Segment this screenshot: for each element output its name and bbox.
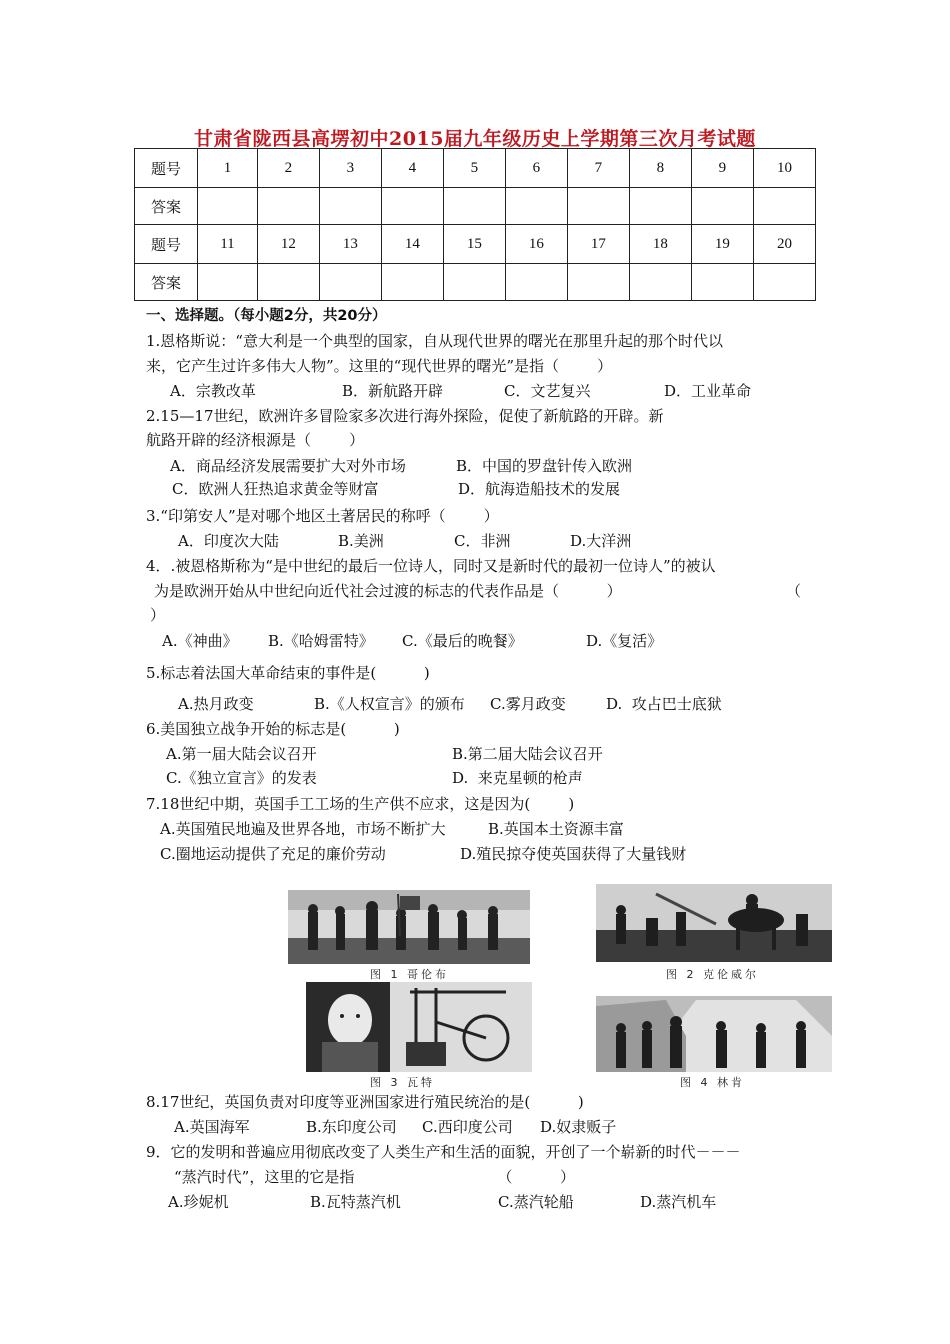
question-1-text: 来，它产生过许多伟大人物”。这里的“现代世界的曙光”是指（ ） <box>146 357 613 375</box>
question-9-option-c: C.蒸汽轮船 <box>498 1193 574 1211</box>
question-9-text: “蒸汽时代”，这里的它是指 （ ） <box>174 1168 576 1186</box>
answer-cell[interactable] <box>629 264 691 301</box>
answer-table-number: 10 <box>753 149 815 188</box>
question-1-option-c: C．文艺复兴 <box>504 382 591 400</box>
answer-cell[interactable] <box>691 188 753 225</box>
question-3-option-c: C．非洲 <box>454 532 511 550</box>
question-5-option-a: A.热月政变 <box>178 695 254 713</box>
answer-table-number: 13 <box>319 225 381 264</box>
question-4-paren-open: （ <box>786 582 802 600</box>
question-3-option-d: D.大洋洲 <box>570 532 632 550</box>
answer-table-number: 6 <box>505 149 567 188</box>
answer-table-answer-label: 答案 <box>135 264 198 301</box>
question-9-option-d: D.蒸汽机车 <box>640 1193 717 1211</box>
question-5-option-c: C.雾月政变 <box>490 695 566 713</box>
answer-cell[interactable] <box>198 188 258 225</box>
question-6-option-c: C.《独立宣言》的发表 <box>166 769 317 787</box>
answer-cell[interactable] <box>198 264 258 301</box>
question-6-option-a: A.第一届大陆会议召开 <box>166 745 317 763</box>
question-3-text: 3.“印第安人”是对哪个地区土著居民的称呼（ ） <box>146 507 499 525</box>
answer-table-number: 14 <box>381 225 443 264</box>
answer-table-answer-label: 答案 <box>135 188 198 225</box>
answer-cell[interactable] <box>505 188 567 225</box>
question-2-text: 2.15—17世纪，欧洲许多冒险家多次进行海外探险，促使了新航路的开辟。新 <box>146 407 664 425</box>
question-5-option-d: D. 攻占巴士底狱 <box>606 695 722 713</box>
question-8-text: 8.17世纪，英国负责对印度等亚洲国家进行殖民统治的是( ) <box>146 1093 584 1111</box>
answer-cell[interactable] <box>257 264 319 301</box>
figure-4-image <box>596 996 832 1072</box>
answer-table-number: 9 <box>691 149 753 188</box>
answer-table-number-label: 题号 <box>135 149 198 188</box>
question-8-option-b: B.东印度公司 <box>306 1118 397 1136</box>
answer-cell[interactable] <box>381 188 443 225</box>
answer-table-number-label: 题号 <box>135 225 198 264</box>
answer-cell[interactable] <box>381 264 443 301</box>
question-4-option-c: C.《最后的晚餐》 <box>402 632 523 650</box>
question-2-text: 航路开辟的经济根源是（ ） <box>146 431 365 449</box>
answer-cell[interactable] <box>257 188 319 225</box>
answer-table-number: 15 <box>443 225 505 264</box>
question-4-option-d: D.《复活》 <box>586 632 663 650</box>
answer-table-number: 11 <box>198 225 258 264</box>
answer-cell[interactable] <box>505 264 567 301</box>
figure-3-image <box>306 982 532 1072</box>
question-8-option-a: A.英国海军 <box>174 1118 250 1136</box>
answer-table-number: 20 <box>753 225 815 264</box>
question-4-option-a: A.《神曲》 <box>162 632 238 650</box>
question-9-text: 9．它的发明和普遍应用彻底改变了人类生产和生活的面貌，开创了一个崭新的时代－－－ <box>146 1143 741 1161</box>
answer-cell[interactable] <box>319 188 381 225</box>
page-title: 甘肃省陇西县高塄初中2015届九年级历史上学期第三次月考试题 <box>194 128 756 150</box>
question-6-option-d: D. 来克星顿的枪声 <box>452 769 583 787</box>
figure-1-caption: 图 1 哥伦布 <box>370 968 449 981</box>
question-1-text: 1.恩格斯说：“意大利是一个典型的国家，自从现代世界的曙光在那里升起的那个时代以 <box>146 332 723 350</box>
question-1-option-d: D．工业革命 <box>664 382 752 400</box>
question-6-option-b: B.第二届大陆会议召开 <box>452 745 603 763</box>
answer-cell[interactable] <box>753 188 815 225</box>
question-4-paren-close: ） <box>150 606 166 624</box>
question-8-option-c: C.西印度公司 <box>422 1118 513 1136</box>
question-1-option-a: A．宗教改革 <box>170 382 256 400</box>
question-4-text: 4．.被恩格斯称为“是中世纪的最后一位诗人，同时又是新时代的最初一位诗人”的被认 <box>146 557 716 575</box>
figure-2-caption: 图 2 克伦威尔 <box>666 968 759 981</box>
question-2-option-b: B．中国的罗盘针传入欧洲 <box>456 457 633 475</box>
question-2-option-d: D．航海造船技术的发展 <box>458 480 621 498</box>
answer-cell[interactable] <box>629 188 691 225</box>
question-8-option-d: D.奴隶贩子 <box>540 1118 617 1136</box>
question-6-text: 6.美国独立战争开始的标志是( ) <box>146 720 400 738</box>
answer-cell[interactable] <box>691 264 753 301</box>
figure-3-caption: 图 3 瓦特 <box>370 1076 435 1089</box>
question-2-option-a: A．商品经济发展需要扩大对外市场 <box>170 457 406 475</box>
answer-table-number: 18 <box>629 225 691 264</box>
figure-2-image <box>596 884 832 962</box>
answer-cell[interactable] <box>753 264 815 301</box>
question-5-text: 5.标志着法国大革命结束的事件是( ) <box>146 664 430 682</box>
answer-table-number: 3 <box>319 149 381 188</box>
question-3-option-a: A．印度次大陆 <box>178 532 279 550</box>
question-5-option-b: B.《人权宣言》的颁布 <box>314 695 465 713</box>
question-7-option-c: C.圈地运动提供了充足的廉价劳动 <box>160 845 386 863</box>
question-9-option-a: A.珍妮机 <box>168 1193 229 1211</box>
figure-4-caption: 图 4 林肯 <box>680 1076 745 1089</box>
figure-1-image <box>288 890 530 964</box>
answer-table-number: 16 <box>505 225 567 264</box>
answer-table-number: 2 <box>257 149 319 188</box>
question-2-option-c: C．欧洲人狂热追求黄金等财富 <box>172 480 379 498</box>
answer-cell[interactable] <box>319 264 381 301</box>
question-4-option-b: B.《哈姆雷特》 <box>268 632 374 650</box>
question-9-option-b: B.瓦特蒸汽机 <box>310 1193 401 1211</box>
answer-cell[interactable] <box>567 264 629 301</box>
section-heading: 一、选择题。（每小题2分，共20分） <box>146 308 387 324</box>
question-7-option-d: D.殖民掠夺使英国获得了大量钱财 <box>460 845 687 863</box>
answer-table-number: 1 <box>198 149 258 188</box>
question-7-option-a: A.英国殖民地遍及世界各地，市场不断扩大 <box>160 820 446 838</box>
question-3-option-b: B.美洲 <box>338 532 384 550</box>
answer-table-number: 12 <box>257 225 319 264</box>
answer-table-number: 8 <box>629 149 691 188</box>
answer-cell[interactable] <box>443 188 505 225</box>
answer-cell[interactable] <box>567 188 629 225</box>
answer-table-number: 19 <box>691 225 753 264</box>
answer-table-number: 5 <box>443 149 505 188</box>
answer-table-number: 17 <box>567 225 629 264</box>
answer-table-number: 4 <box>381 149 443 188</box>
question-1-option-b: B．新航路开辟 <box>342 382 444 400</box>
question-4-text: 为是欧洲开始从中世纪向近代社会过渡的标志的代表作品是（ ） <box>154 582 622 600</box>
answer-cell[interactable] <box>443 264 505 301</box>
question-7-text: 7.18世纪中期，英国手工工场的生产供不应求，这是因为( ) <box>146 795 575 813</box>
answer-table-number: 7 <box>567 149 629 188</box>
question-7-option-b: B.英国本土资源丰富 <box>488 820 624 838</box>
answer-table <box>134 148 816 301</box>
